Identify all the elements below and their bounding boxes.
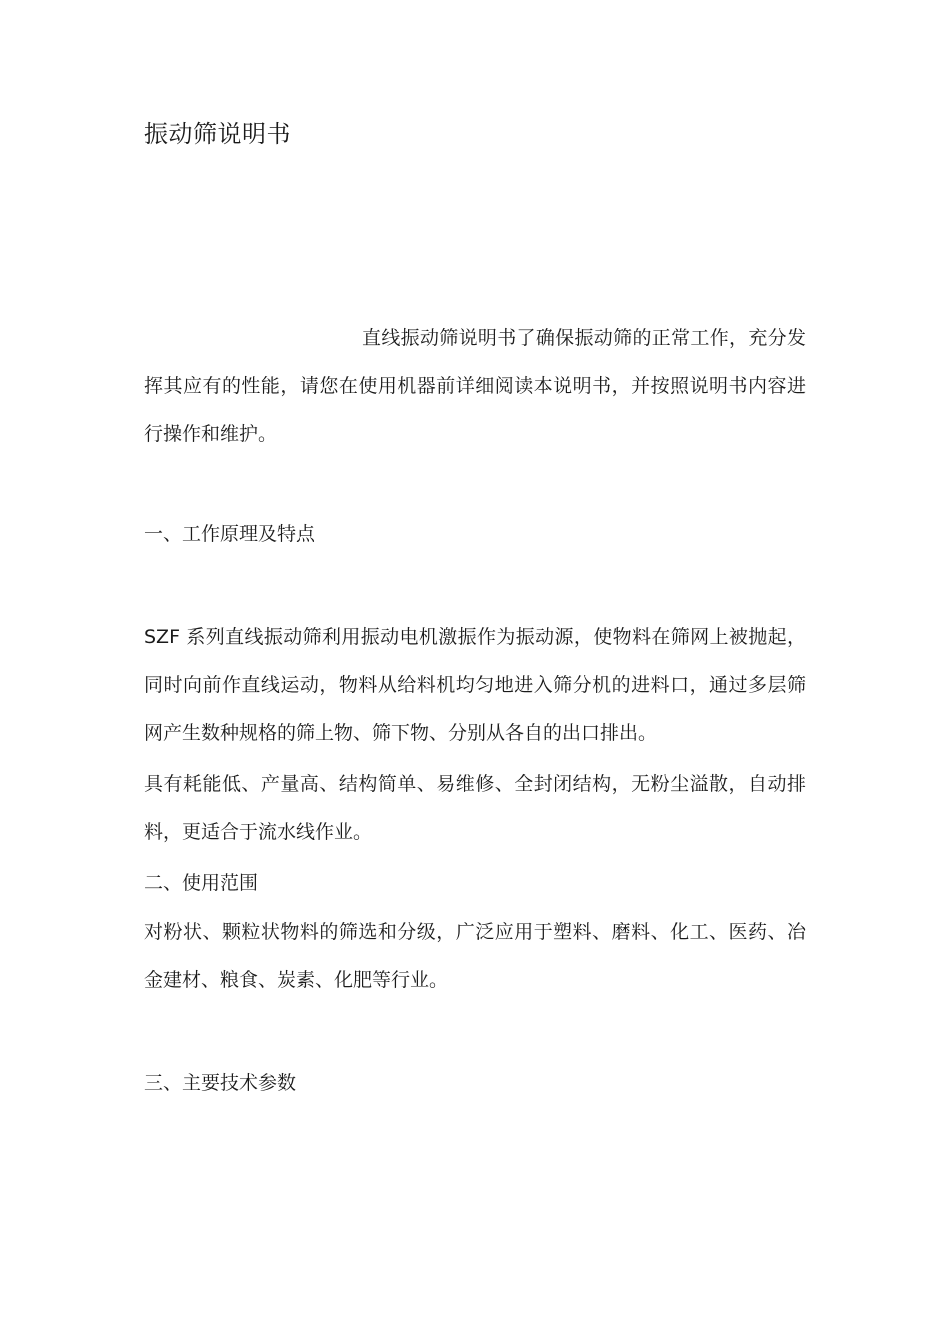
section-heading-principle: 一、工作原理及特点: [144, 523, 316, 545]
section-paragraph-principle: SZF 系列直线振动筛利用振动电机激振作为振动源，使物料在筛网上被抛起，同时向前作直线运动，物料从给料机均匀地进入筛分机的进料口，通过多层筛网产生数种规格的筛上物、筛下物、分别从各自的出口排出。: [144, 626, 806, 744]
section-heading-scope: 二、使用范围: [144, 872, 259, 894]
document-title: 振动筛说明书: [144, 120, 291, 148]
section-heading-parameters: 三、主要技术参数: [144, 1072, 297, 1094]
section-paragraph-scope: 对粉状、颗粒状物料的筛选和分级，广泛应用于塑料、磨料、化工、医药、冶金建材、粮食、炭素、化肥等行业。: [144, 921, 806, 991]
section-paragraph-features: 具有耗能低、产量高、结构简单、易维修、全封闭结构，无粉尘溢散，自动排料，更适合于流水线作业。: [144, 773, 806, 843]
intro-paragraph: 直线振动筛说明书了确保振动筛的正常工作，充分发挥其应有的性能，请您在使用机器前详细阅读本说明书，并按照说明书内容进行操作和维护。: [144, 327, 806, 445]
